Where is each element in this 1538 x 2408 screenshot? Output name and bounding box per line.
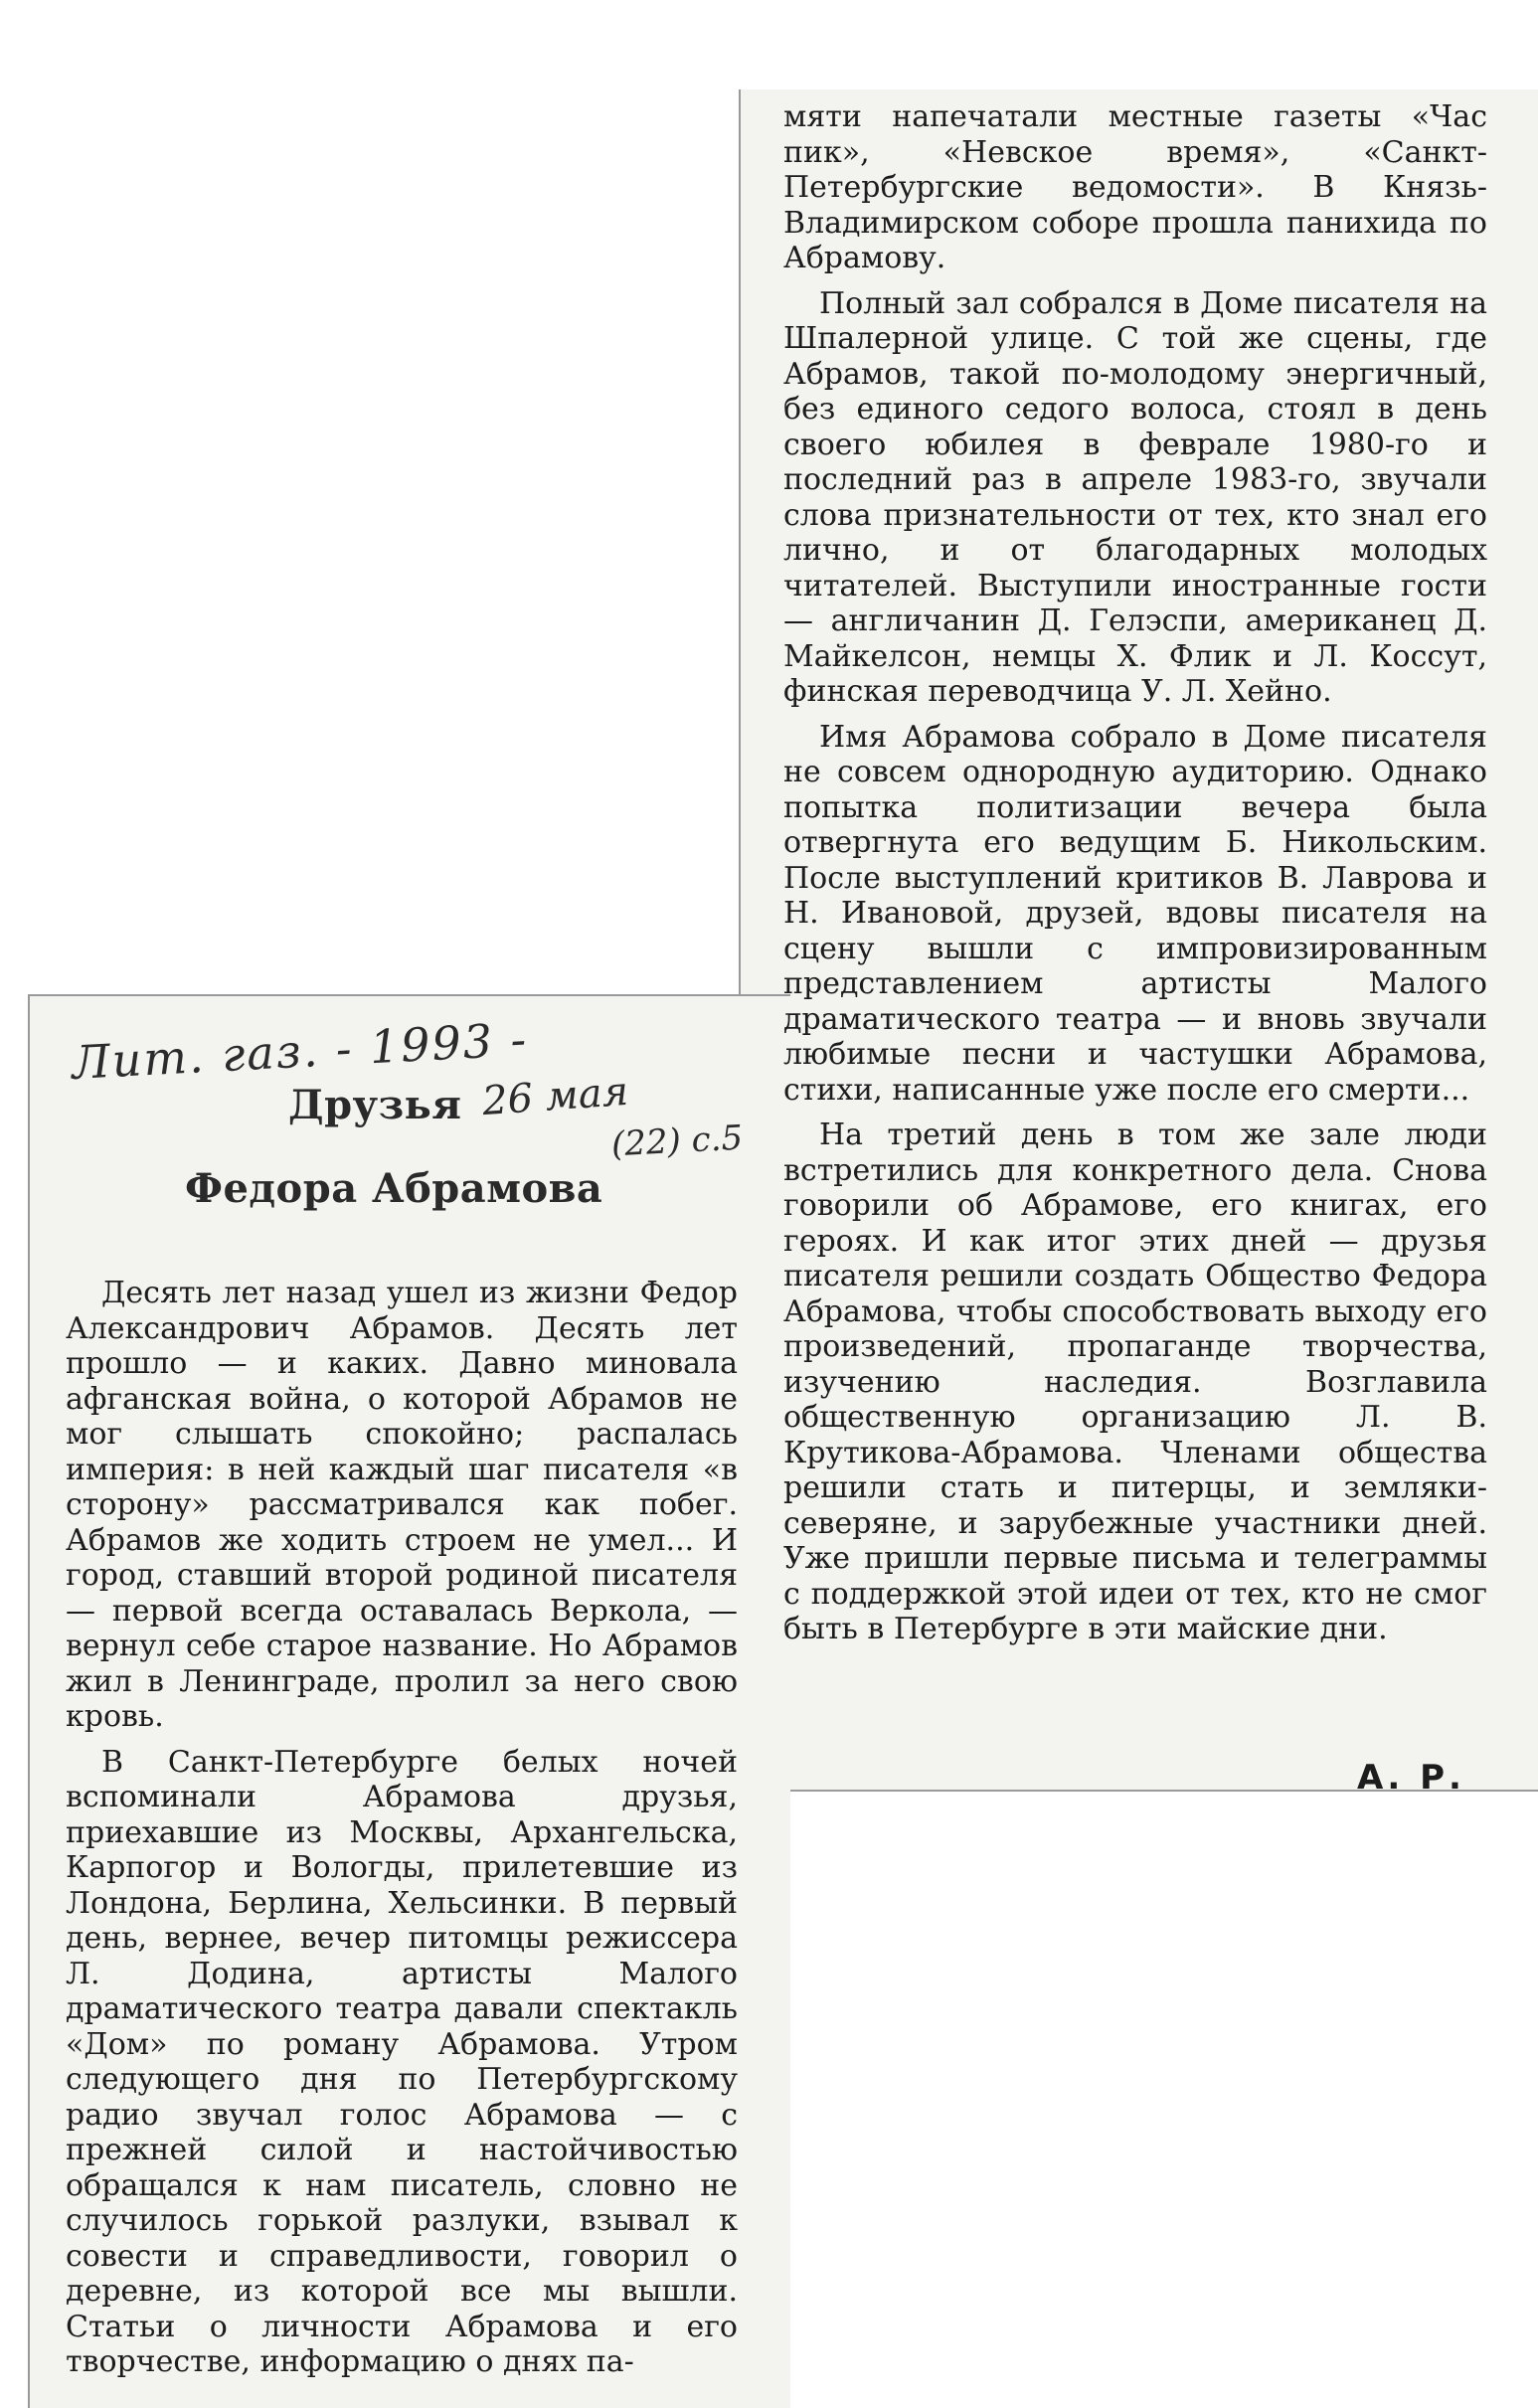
handwritten-date-note: 26 мая xyxy=(480,1068,630,1125)
left-paragraph-2: В Санкт-Петербурге белых ночей вспоминали Абрамова друзья, приехавшие из Москвы, Архангельска, Карпогор и Вологды, прилетевшие из Лондона, Берлина, Хельсинки. В первый день, вернее, вечер питомцы режиссера Л. Додина, артисты Малого драматического театра давали спектакль «Дом» по роману Абрамова. Утром следующего дня по Петербургскому радио звучал голос Абрамова — с прежней силой и настойчивостью обращался к нам писатель, словно не случилось горькой разлуки, взывал к совести и справедливости, говорил о деревне, из которой все мы вышли. Статьи о личности Абрамова и его творчестве, информацию о днях па- xyxy=(66,1744,738,2379)
article-right-column xyxy=(783,99,1487,1647)
right-paragraph-2: Полный зал собрался в Доме писателя на Шпалерной улице. С той же сцены, где Абрамов, такой по-молодому энергичный, без единого седого волоса, стоял в день своего юбилея в феврале 1980-го и последний раз в апреле 1983-го, звучали слова признательности от тех, кто знал его лично, и от благодарных молодых читателей. Выступили иностранные гости — англичанин Д. Гелэспи, американец Д. Майкелсон, немцы Х. Флик и Л. Коссут, финская переводчица У. Л. Хейно. xyxy=(783,285,1487,709)
right-paragraph-3: Имя Абрамова собрало в Доме писателя не совсем однородную аудиторию. Однако попытка политизации вечера была отвергнута его ведущим Б. Никольским. После выступлений критиков В. Лаврова и Н. Ивановой, друзей, вдовы писателя на сцену вышли с импровизированным представлением артисты Малого драматического театра — и вновь звучали любимые песни и частушки Абрамова, стихи, написанные уже после его смерти... xyxy=(783,719,1487,1108)
handwritten-source-note: Лит. газ. - 1993 - xyxy=(70,1012,530,1090)
article-headline-line2: Федора Абрамова xyxy=(185,1165,603,1212)
article-left-column xyxy=(66,1276,738,2380)
right-paragraph-4: На третий день в том же зале люди встретились для конкретного дела. Снова говорили об Абрамове, его книгах, его героях. И как итог этих дней — друзья писателя решили создать Общество Федора Абрамова, чтобы способствовать выходу его произведений, пропаганде творчества, изучению наследия. Возглавила общественную организацию Л. В. Крутикова-Абрамова. Членами общества решили стать и питерцы, и земляки-северяне, и зарубежные участники дней. Уже пришли первые письма и телеграммы с поддержкой этой идеи от тех, кто не смог быть в Петербурге в эти майские дни. xyxy=(783,1118,1487,1646)
right-paragraph-1: мяти напечатали местные газеты «Час пик», «Невское время», «Санкт-Петербургские ведомости». В Князь-Владимирском соборе прошла панихида по Абрамову. xyxy=(783,99,1487,275)
handwritten-page-note: (22) с.5 xyxy=(610,1118,745,1165)
author-signature: А. Р. xyxy=(1357,1758,1465,1798)
article-headline-line1: Друзья xyxy=(288,1082,462,1128)
left-paragraph-1: Десять лет назад ушел из жизни Федор Александрович Абрамов. Десять лет прошло — и каких. Давно миновала афганская война, о которой Абрамов не мог слышать спокойно; распалась империя: в ней каждый шаг писателя «в сторону» рассматривался как побег. Абрамов же ходить строем не умел... И город, ставший второй родиной писателя — первой всегда оставалась Веркола, — вернул себе старое название. Но Абрамов жил в Ленинграде, пролил за него свою кровь. xyxy=(66,1276,738,1734)
